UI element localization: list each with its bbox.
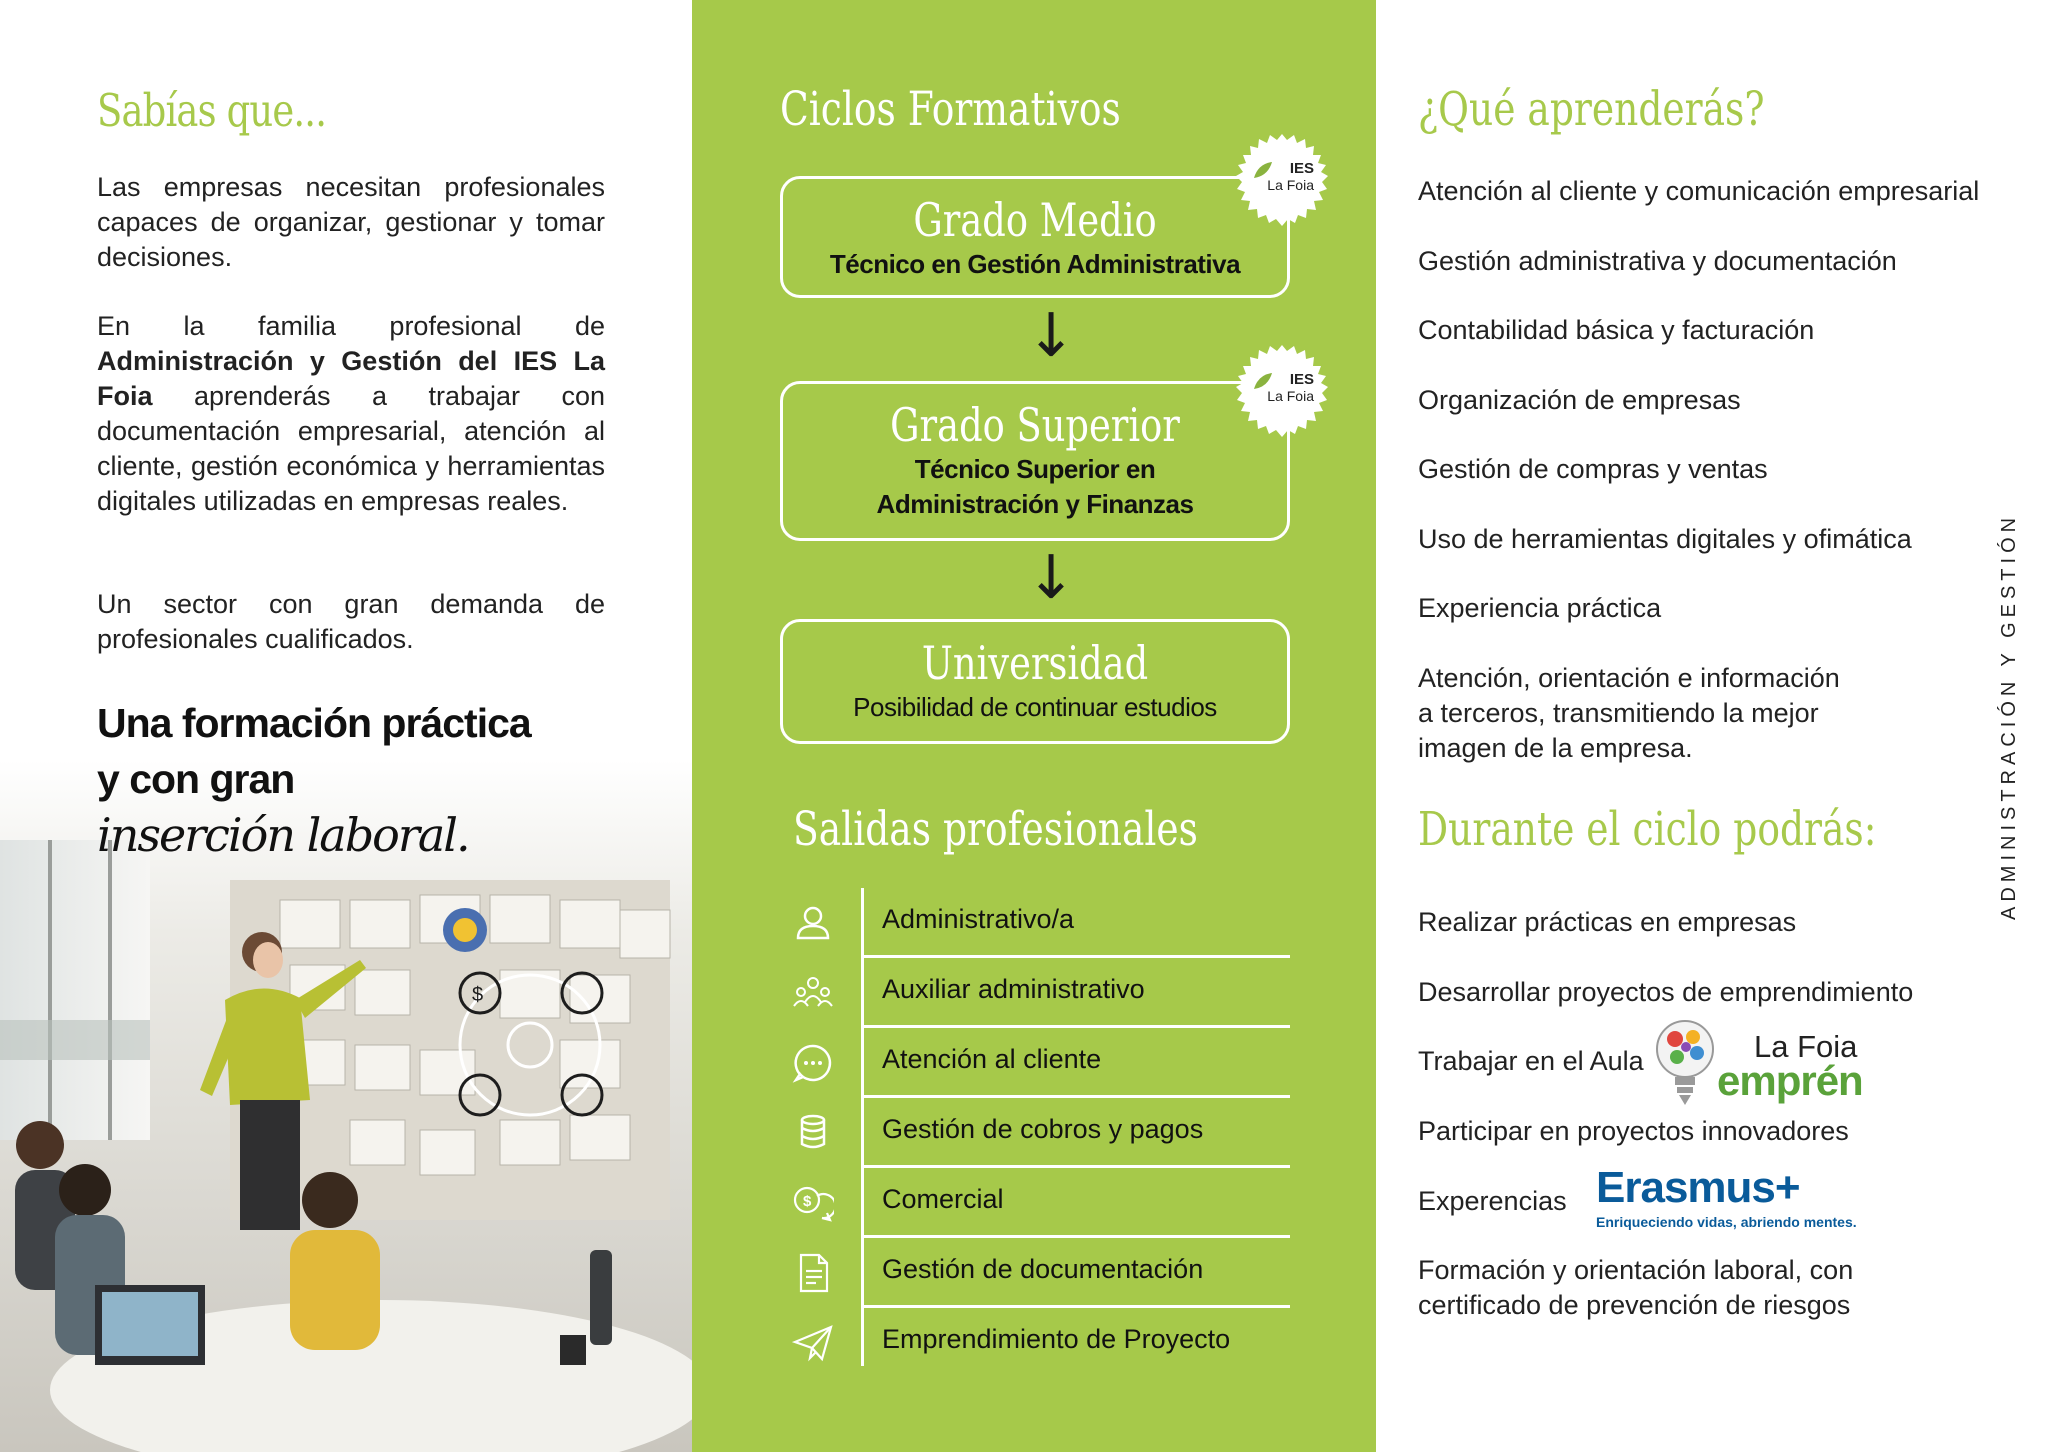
vertical-section-label: ADMINISTRACIÓN Y GESTIÓN (1998, 512, 2020, 920)
left-panel (0, 0, 692, 1452)
middle-panel (692, 0, 1376, 1452)
grado-superior-box (780, 381, 1290, 541)
salida-label: Auxiliar administrativo (882, 974, 1145, 1004)
salida-label: Emprendimiento de Proyecto (882, 1324, 1231, 1354)
list-item (792, 1308, 1290, 1378)
svg-text:$: $ (472, 984, 484, 1006)
classroom-photo (0, 760, 692, 1452)
list-item: Organización de empresas (1418, 385, 1741, 415)
fol-line-2: certificado de prevención de riesgos (1418, 1290, 1851, 1320)
erasmus-name: Erasmus+ (1596, 1163, 1800, 1212)
salidas-divider (861, 888, 864, 1366)
family-suffix: aprenderás a trabajar con documentación empresarial, atención al cliente, gestión económica y herramientas digitales utilizadas en empresas reales. (97, 381, 605, 516)
badge-name: La Foia (1267, 388, 1314, 404)
salida-label: Administrativo/a (882, 904, 1075, 934)
intro-paragraph: Las empresas necesitan profesionales capaces de organizar, gestionar y tomar decisiones. (97, 172, 605, 272)
badge-name: La Foia (1267, 177, 1314, 193)
demand-paragraph: Un sector con gran demanda de profesionales cualificados. (97, 589, 605, 654)
family-paragraph (97, 309, 605, 519)
list-item: Gestión de compras y ventas (1418, 454, 1768, 484)
team-icon (792, 972, 834, 1014)
document-icon (792, 1252, 834, 1294)
salida-label: Gestión de cobros y pagos (882, 1114, 1204, 1144)
list-item: Realizar prácticas en empresas (1418, 907, 1797, 937)
multi-line-2: a terceros, transmitiendo la mejor (1418, 698, 1819, 728)
paper-plane-icon (792, 1322, 834, 1364)
list-item (792, 1098, 1290, 1168)
family-name: Administración y Gestión del IES La Foia (97, 346, 605, 411)
list-item: Experiencia práctica (1418, 593, 1662, 623)
universidad-head: Universidad (921, 636, 1149, 690)
claim-line-1: Una formación práctica (97, 700, 531, 746)
ciclos-title: Ciclos Formativos (780, 82, 1121, 137)
sales-chat-icon (792, 1182, 834, 1224)
fol-line-1: Formación y orientación laboral, con (1418, 1255, 1854, 1285)
grado-medio-box (780, 176, 1290, 298)
erasmus-tagline: Enriqueciendo vidas, abriendo mentes. (1596, 1214, 1857, 1230)
list-item: Participar en proyectos innovadores (1418, 1116, 1849, 1146)
grado-superior-sub-1: Técnico Superior en (914, 454, 1156, 484)
down-arrow-icon: ↓ (1026, 543, 1077, 613)
empren-line-2: emprén (1717, 1057, 1863, 1104)
list-item: Uso de herramientas digitales y ofimática (1418, 524, 1912, 554)
salida-label: Gestión de documentación (882, 1254, 1204, 1284)
grado-superior-sub-2: Administración y Finanzas (876, 489, 1194, 519)
grado-superior-head: Grado Superior (890, 398, 1180, 452)
la-foia-empren-logo (1653, 1015, 1873, 1107)
right-panel (1376, 0, 2048, 1452)
list-item (1418, 1253, 1853, 1323)
salidas-title: Salidas profesionales (793, 802, 1198, 857)
list-item (792, 888, 1290, 958)
multi-line-3: imagen de la empresa. (1418, 733, 1693, 763)
grado-medio-sub: Técnico en Gestión Administrativa (829, 249, 1241, 279)
grado-medio-head: Grado Medio (913, 193, 1157, 247)
coins-icon (792, 1112, 834, 1154)
badge-ies: IES (1289, 160, 1314, 177)
salida-label: Atención al cliente (882, 1044, 1102, 1074)
list-item: Contabilidad básica y facturación (1418, 315, 1815, 345)
list-item (1418, 661, 1840, 766)
family-prefix: En la familia profesional de (97, 311, 605, 341)
formacion-claim (97, 695, 531, 863)
list-item: Desarrollar proyectos de emprendimiento (1418, 977, 1914, 1007)
list-item (792, 1168, 1290, 1238)
ies-la-foia-badge (1236, 134, 1328, 226)
durante-title: Durante el ciclo podrás: (1418, 802, 1877, 857)
universidad-box (780, 619, 1290, 744)
user-icon (792, 902, 834, 944)
multi-line-1: Atención, orientación e información (1418, 663, 1840, 693)
salida-label: Comercial (882, 1184, 1004, 1214)
lightbulb-icon (1653, 1015, 1717, 1107)
badge-ies: IES (1289, 371, 1314, 388)
down-arrow-icon: ↓ (1026, 301, 1077, 371)
salidas-list (792, 888, 1290, 1378)
list-item: Gestión administrativa y documentación (1418, 246, 1897, 276)
svg-text:$: $ (803, 1193, 812, 1210)
list-item: Experencias (1418, 1186, 1567, 1216)
aprender-title: ¿Qué aprenderás? (1418, 82, 1765, 137)
list-item (792, 1238, 1290, 1308)
sabias-title: Sabías que... (97, 84, 327, 137)
list-item: Trabajar en el Aula (1418, 1046, 1644, 1076)
list-item (792, 958, 1290, 1028)
erasmus-logo (1596, 1164, 1857, 1230)
chat-icon (792, 1042, 834, 1084)
empren-line-1: La Foia (1754, 1029, 1858, 1064)
claim-line-2: y con gran (97, 756, 295, 802)
claim-line-3: inserción laboral. (97, 808, 469, 862)
universidad-sub: Posibilidad de continuar estudios (853, 692, 1217, 722)
list-item (792, 1028, 1290, 1098)
list-item: Atención al cliente y comunicación empresarial (1418, 176, 1980, 206)
ies-la-foia-badge (1236, 345, 1328, 437)
